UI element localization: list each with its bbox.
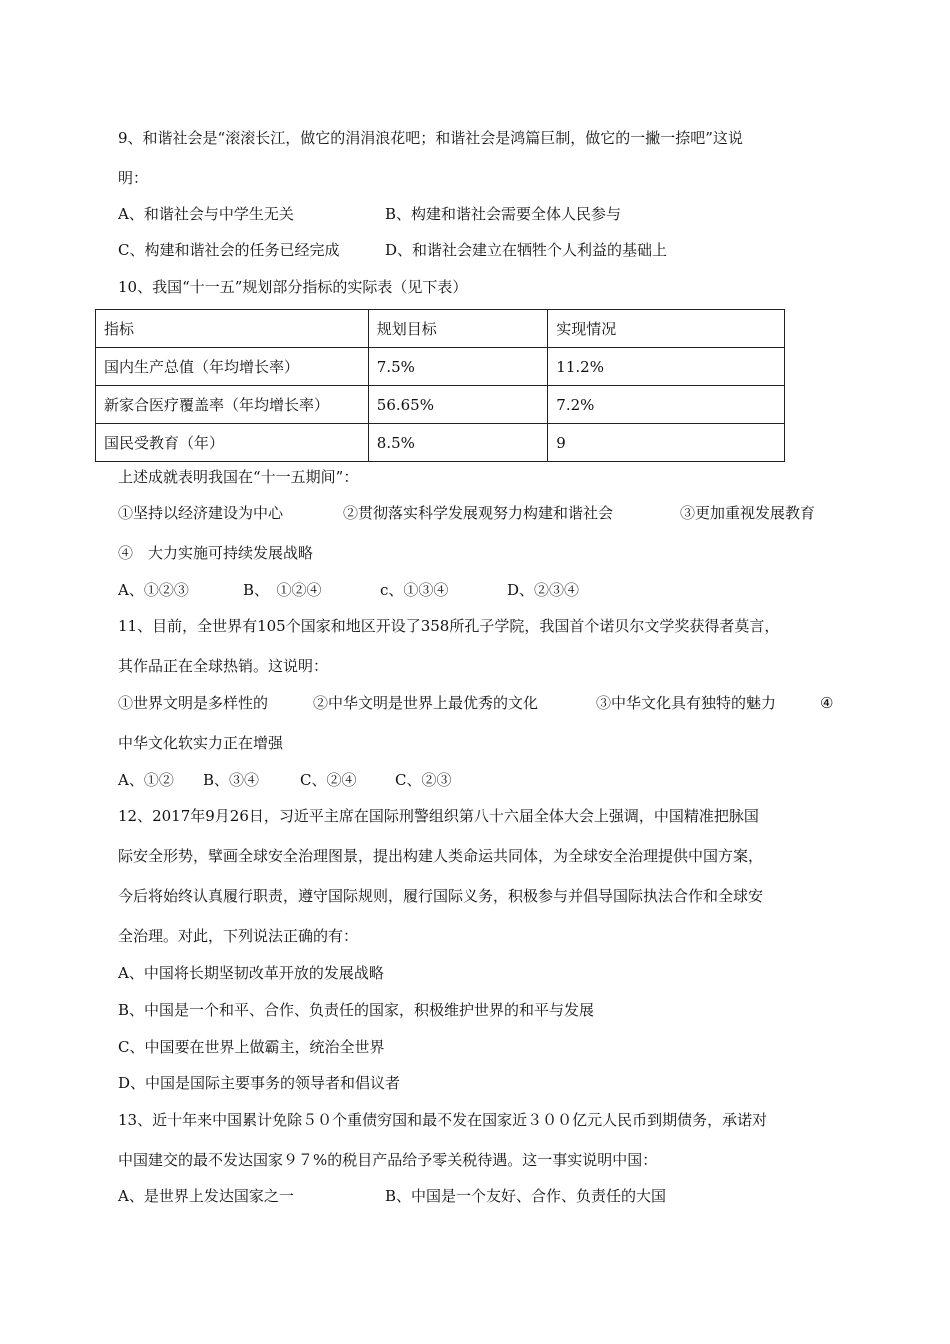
q11-stem-line2: 其作品正在全球热销。这说明：: [118, 657, 329, 675]
q9-stem-line2: 明：: [118, 169, 149, 187]
table-row: [96, 424, 785, 462]
q11-option-d: C、②③: [395, 771, 452, 789]
q12-option-b: B、中国是一个和平、合作、负责任的国家，积极维护世界的和平与发展: [118, 1001, 595, 1019]
q10-after-text: 上述成就表明我国在“十一五期间”：: [118, 468, 359, 486]
q11-option-c: C、②④: [300, 771, 357, 789]
q11-item-4-mark: ④: [820, 694, 834, 712]
q13-line1: 13、近十年来中国累计免除５０个重债穷国和最不发在国家近３００亿元人民币到期债务，承诺对: [118, 1111, 768, 1129]
indicator-table: [95, 309, 785, 462]
q11-item-1: ①世界文明是多样性的: [118, 694, 269, 712]
table-header-cell: 指标: [96, 310, 369, 348]
q12-option-a: A、中国将长期坚韧改革开放的发展战略: [118, 964, 384, 982]
q11-item-2: ②中华文明是世界上最优秀的文化: [313, 694, 539, 712]
q10-item-4: ④ 大力实施可持续发展战略: [118, 544, 314, 562]
table-header-cell: 规划目标: [368, 310, 548, 348]
q13-option-b: B、中国是一个友好、合作、负责任的大国: [385, 1187, 667, 1205]
table-row: [96, 348, 785, 386]
table-cell: 国民受教育（年）: [96, 424, 369, 462]
q11-option-b: B、③④: [203, 771, 260, 789]
q9-stem-line1: 9、和谐社会是“滚滚长江，做它的涓涓浪花吧；和谐社会是鸿篇巨制，做它的一撇一捺吧”这说: [118, 129, 743, 147]
q12-line4: 全治理。对此，下列说法正确的有：: [118, 927, 359, 945]
q9-option-b: B、构建和谐社会需要全体人民参与: [385, 205, 622, 223]
q10-item-1: ①坚持以经济建设为中心: [118, 504, 284, 522]
table-cell: 11.2%: [548, 348, 785, 386]
q10-item-2: ②贯彻落实科学发展观努力构建和谐社会: [343, 504, 614, 522]
q10-option-d: D、②③④: [507, 581, 580, 599]
q10-stem: 10、我国“十一五”规划部分指标的实际表（见下表）: [118, 278, 468, 296]
table-header-row: [96, 310, 785, 348]
table-cell: 国内生产总值（年均增长率）: [96, 348, 369, 386]
q12-option-d: D、中国是国际主要事务的领导者和倡议者: [118, 1074, 401, 1092]
q10-option-b: B、 ①②④: [243, 581, 322, 599]
q13-line2: 中国建交的最不发达国家９７%的税目产品给予零关税待遇。这一事实说明中国：: [118, 1151, 658, 1169]
q10-option-a: A、①②③: [118, 581, 189, 599]
q12-option-c: C、中国要在世界上做霸主，统治全世界: [118, 1038, 385, 1056]
table-cell: 新家合医疗覆盖率（年均增长率）: [96, 386, 369, 424]
q10-option-c: c、①③④: [380, 581, 449, 599]
q12-line1: 12、2017年9月26日，习近平主席在国际刑警组织第八十六届全体大会上强调，中国精准把脉国: [118, 807, 759, 825]
table-cell: 9: [548, 424, 785, 462]
q9-option-c: C、构建和谐社会的任务已经完成: [118, 241, 340, 259]
q11-stem-line1: 11、目前，全世界有105个国家和地区开设了358所孔子学院，我国首个诺贝尔文学奖获得者莫言，: [118, 617, 780, 635]
q12-line3: 今后将始终认真履行职责，遵守国际规则，履行国际义务，积极参与并倡导国际执法合作和全球安: [118, 887, 764, 905]
table-cell: 7.5%: [368, 348, 548, 386]
q13-option-a: A、是世界上发达国家之一: [118, 1187, 294, 1205]
q11-item-4-text: 中华文化软实力正在增强: [118, 734, 284, 752]
q9-option-a: A、和谐社会与中学生无关: [118, 205, 294, 223]
q12-line2: 际安全形势，擘画全球安全治理图景，提出构建人类命运共同体，为全球安全治理提供中国方案，: [118, 847, 764, 865]
q11-item-3: ③中华文化具有独特的魅力: [596, 694, 777, 712]
q11-option-a: A、①②: [118, 771, 174, 789]
q10-item-3: ③更加重视发展教育: [680, 504, 816, 522]
table-cell: 8.5%: [368, 424, 548, 462]
q9-option-d: D、和谐社会建立在牺牲个人利益的基础上: [385, 241, 668, 259]
table-cell: 7.2%: [548, 386, 785, 424]
table-header-cell: 实现情况: [548, 310, 785, 348]
table-cell: 56.65%: [368, 386, 548, 424]
table-row: [96, 386, 785, 424]
